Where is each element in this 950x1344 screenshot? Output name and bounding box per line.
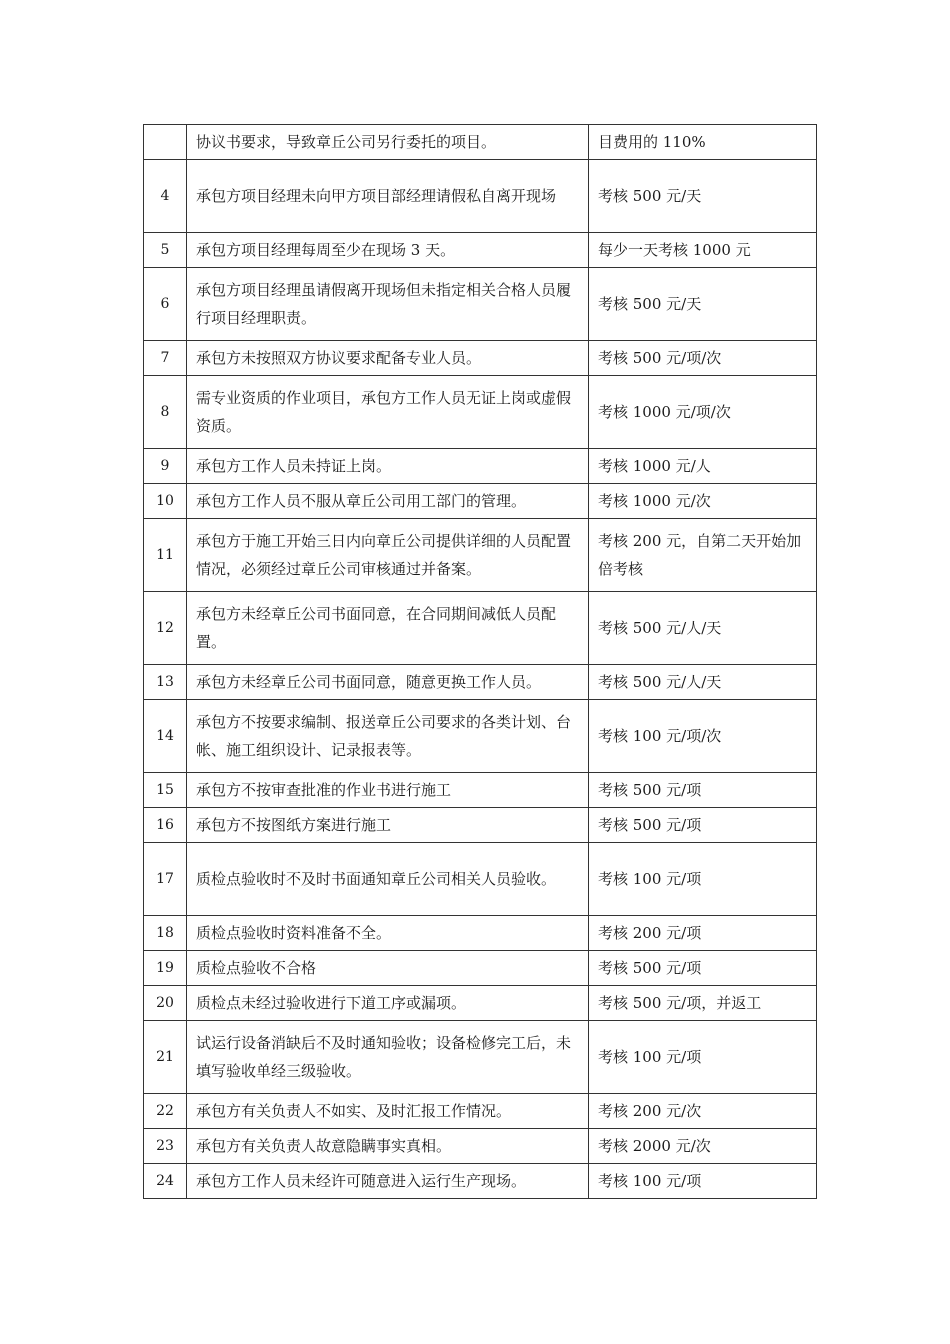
row-number-cell: 7 (144, 341, 187, 376)
assessment-table (143, 124, 817, 1199)
penalty-cell: 考核 500 元/项/次 (589, 341, 817, 376)
violation-description-cell: 承包方项目经理未向甲方项目部经理请假私自离开现场 (187, 160, 589, 233)
violation-description-cell: 承包方不按要求编制、报送章丘公司要求的各类计划、台帐、施工组织设计、记录报表等。 (187, 700, 589, 773)
penalty-cell: 考核 200 元/项 (589, 916, 817, 951)
violation-description-cell: 质检点未经过验收进行下道工序或漏项。 (187, 986, 589, 1021)
row-number-cell: 12 (144, 592, 187, 665)
penalty-cell: 考核 500 元/项 (589, 951, 817, 986)
violation-description-cell: 承包方工作人员未经许可随意进入运行生产现场。 (187, 1164, 589, 1199)
penalty-cell: 考核 100 元/项 (589, 843, 817, 916)
penalty-cell: 考核 500 元/人/天 (589, 665, 817, 700)
penalty-cell: 考核 1000 元/项/次 (589, 376, 817, 449)
row-number-cell: 22 (144, 1094, 187, 1129)
penalty-cell: 考核 1000 元/次 (589, 484, 817, 519)
violation-description-cell: 承包方未经章丘公司书面同意，在合同期间减低人员配置。 (187, 592, 589, 665)
violation-description-cell: 承包方工作人员不服从章丘公司用工部门的管理。 (187, 484, 589, 519)
table-row (144, 341, 817, 376)
penalty-cell: 考核 100 元/项/次 (589, 700, 817, 773)
penalty-cell: 考核 500 元/天 (589, 268, 817, 341)
table-row (144, 484, 817, 519)
table-row (144, 376, 817, 449)
table-row (144, 986, 817, 1021)
violation-description-cell: 质检点验收时资料准备不全。 (187, 916, 589, 951)
violation-description-cell: 试运行设备消缺后不及时通知验收；设备检修完工后，未填写验收单经三级验收。 (187, 1021, 589, 1094)
row-number-cell: 23 (144, 1129, 187, 1164)
penalty-cell: 考核 200 元，自第二天开始加倍考核 (589, 519, 817, 592)
violation-description-cell: 承包方项目经理虽请假离开现场但未指定相关合格人员履行项目经理职责。 (187, 268, 589, 341)
penalty-cell: 每少一天考核 1000 元 (589, 233, 817, 268)
row-number-cell: 5 (144, 233, 187, 268)
violation-description-cell: 协议书要求，导致章丘公司另行委托的项目。 (187, 125, 589, 160)
violation-description-cell: 质检点验收不合格 (187, 951, 589, 986)
row-number-cell: 9 (144, 449, 187, 484)
table-row (144, 773, 817, 808)
penalty-cell: 考核 500 元/项 (589, 808, 817, 843)
penalty-cell: 考核 500 元/天 (589, 160, 817, 233)
row-number-cell: 20 (144, 986, 187, 1021)
violation-description-cell: 承包方有关负责人不如实、及时汇报工作情况。 (187, 1094, 589, 1129)
table-row (144, 1094, 817, 1129)
violation-description-cell: 承包方未按照双方协议要求配备专业人员。 (187, 341, 589, 376)
table-row (144, 843, 817, 916)
table-row (144, 1164, 817, 1199)
penalty-cell: 目费用的 110% (589, 125, 817, 160)
table-row (144, 125, 817, 160)
penalty-cell: 考核 1000 元/人 (589, 449, 817, 484)
row-number-cell: 19 (144, 951, 187, 986)
table-row (144, 592, 817, 665)
row-number-cell: 4 (144, 160, 187, 233)
table-row (144, 268, 817, 341)
penalty-cell: 考核 100 元/项 (589, 1021, 817, 1094)
penalty-cell: 考核 2000 元/次 (589, 1129, 817, 1164)
row-number-cell: 8 (144, 376, 187, 449)
penalty-cell: 考核 500 元/人/天 (589, 592, 817, 665)
violation-description-cell: 承包方有关负责人故意隐瞒事实真相。 (187, 1129, 589, 1164)
penalty-cell: 考核 500 元/项，并返工 (589, 986, 817, 1021)
table-row (144, 1129, 817, 1164)
assessment-table-body (144, 125, 817, 1199)
row-number-cell: 24 (144, 1164, 187, 1199)
table-row (144, 233, 817, 268)
row-number-cell: 16 (144, 808, 187, 843)
violation-description-cell: 需专业资质的作业项目，承包方工作人员无证上岗或虚假资质。 (187, 376, 589, 449)
row-number-cell: 6 (144, 268, 187, 341)
row-number-cell: 13 (144, 665, 187, 700)
table-row (144, 665, 817, 700)
table-row (144, 916, 817, 951)
row-number-cell (144, 125, 187, 160)
table-row (144, 951, 817, 986)
table-row (144, 700, 817, 773)
violation-description-cell: 承包方项目经理每周至少在现场 3 天。 (187, 233, 589, 268)
table-row (144, 808, 817, 843)
row-number-cell: 11 (144, 519, 187, 592)
penalty-cell: 考核 200 元/次 (589, 1094, 817, 1129)
row-number-cell: 21 (144, 1021, 187, 1094)
row-number-cell: 17 (144, 843, 187, 916)
violation-description-cell: 承包方不按审查批准的作业书进行施工 (187, 773, 589, 808)
row-number-cell: 10 (144, 484, 187, 519)
row-number-cell: 14 (144, 700, 187, 773)
violation-description-cell: 承包方工作人员未持证上岗。 (187, 449, 589, 484)
penalty-cell: 考核 500 元/项 (589, 773, 817, 808)
violation-description-cell: 承包方未经章丘公司书面同意，随意更换工作人员。 (187, 665, 589, 700)
penalty-cell: 考核 100 元/项 (589, 1164, 817, 1199)
table-row (144, 1021, 817, 1094)
table-row (144, 449, 817, 484)
row-number-cell: 18 (144, 916, 187, 951)
row-number-cell: 15 (144, 773, 187, 808)
table-row (144, 160, 817, 233)
violation-description-cell: 承包方不按图纸方案进行施工 (187, 808, 589, 843)
violation-description-cell: 承包方于施工开始三日内向章丘公司提供详细的人员配置情况，必须经过章丘公司审核通过并备案。 (187, 519, 589, 592)
violation-description-cell: 质检点验收时不及时书面通知章丘公司相关人员验收。 (187, 843, 589, 916)
table-row (144, 519, 817, 592)
